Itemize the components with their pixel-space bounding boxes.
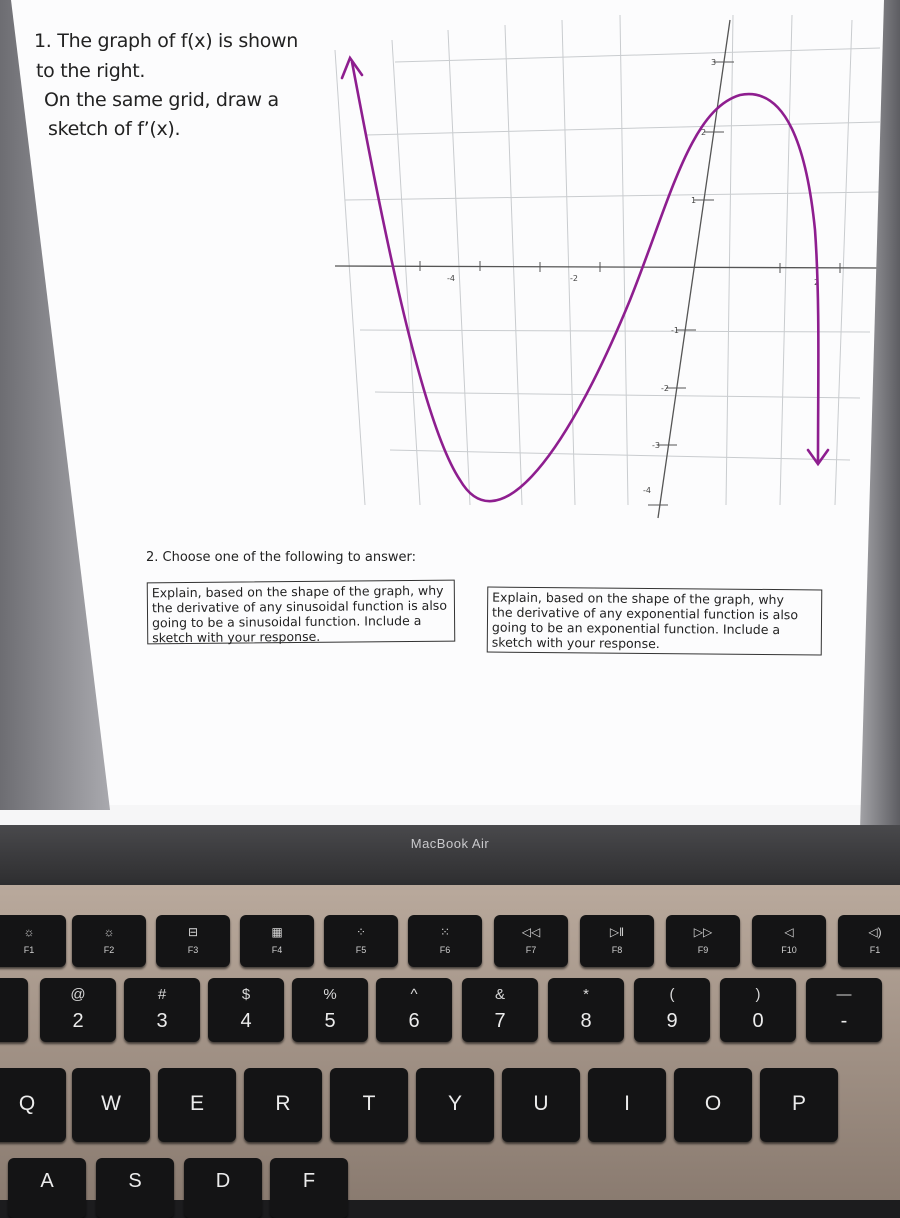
number-key-digit: 5 — [324, 1010, 336, 1032]
function-key-label: F9 — [697, 945, 709, 955]
letter-key-label: F — [302, 1170, 316, 1192]
fast-forward-icon: ▷▷ — [693, 925, 713, 939]
letter-key-y[interactable] — [416, 1068, 494, 1142]
function-key-f1[interactable] — [838, 915, 900, 967]
function-key-label: F6 — [439, 945, 451, 955]
question-1-line-4: sketch of f’(x). — [48, 118, 181, 140]
number-key-symbol: — — [836, 986, 852, 1003]
function-key-f9[interactable] — [666, 915, 740, 967]
number-key-0[interactable] — [0, 978, 28, 1042]
number-key-4[interactable] — [292, 978, 368, 1042]
option-right-line-2: the derivative of any exponential function is also — [492, 604, 799, 623]
function-key-label: F5 — [355, 945, 367, 955]
number-key-6[interactable] — [462, 978, 538, 1042]
x-tick-minus-4: -4 — [447, 274, 455, 283]
rewind-icon: ◁◁ — [521, 925, 541, 939]
number-key-5[interactable] — [376, 978, 452, 1042]
y-axis-ticks — [648, 62, 734, 505]
letter-key-label: Y — [447, 1092, 462, 1115]
volume-down-icon: ◁) — [868, 925, 882, 939]
option-left-box — [147, 580, 456, 645]
x-tick-2: 2 — [814, 278, 820, 287]
number-key-digit: 2 — [72, 1010, 84, 1032]
x-tick-minus-2: -2 — [570, 274, 578, 283]
letter-key-e[interactable] — [158, 1068, 236, 1142]
number-key-digit: 0 — [752, 1010, 764, 1032]
function-key-f3[interactable] — [156, 915, 230, 967]
number-key-symbol: @ — [70, 986, 86, 1003]
letter-key-label: P — [791, 1092, 806, 1115]
sun-high-icon: ☼ — [103, 925, 115, 939]
y-tick-2: 2 — [701, 128, 707, 137]
launchpad-icon: ▦ — [271, 925, 283, 939]
letter-key-a[interactable] — [8, 1158, 86, 1218]
function-key-label: F1 — [869, 945, 881, 955]
number-key-symbol: ) — [755, 986, 761, 1003]
question-1-line-2: to the right. — [36, 60, 146, 82]
letter-key-s[interactable] — [96, 1158, 174, 1218]
letter-key-o[interactable] — [674, 1068, 752, 1142]
number-key-digit: 7 — [494, 1010, 506, 1032]
letter-key-f[interactable] — [270, 1158, 348, 1218]
letter-key-label: I — [624, 1092, 630, 1115]
y-tick-minus-3: -3 — [652, 441, 660, 450]
function-key-label: F4 — [271, 945, 283, 955]
number-key-digit: - — [840, 1010, 848, 1032]
mute-icon: ◁ — [784, 925, 794, 939]
letter-key-label: Q — [18, 1092, 36, 1115]
function-key-f7[interactable] — [494, 915, 568, 967]
number-key-symbol — [0, 986, 28, 1003]
number-key-7[interactable] — [548, 978, 624, 1042]
option-left-line-3: going to be a sinusoidal function. Include a — [152, 612, 422, 631]
letter-key-t[interactable] — [330, 1068, 408, 1142]
number-key-symbol: # — [157, 986, 167, 1003]
letter-key-u[interactable] — [502, 1068, 580, 1142]
number-key-symbol: ^ — [410, 986, 418, 1003]
number-key-3[interactable] — [208, 978, 284, 1042]
letter-key-label: T — [362, 1092, 376, 1115]
keyboard-light-low-icon: ⁘ — [355, 925, 367, 939]
number-key-digit: 9 — [666, 1010, 678, 1032]
letter-key-q[interactable] — [0, 1068, 66, 1142]
number-key-10[interactable] — [806, 978, 882, 1042]
number-key-8[interactable] — [634, 978, 710, 1042]
option-right-line-1: Explain, based on the shape of the graph, why — [492, 589, 784, 608]
function-key-f5[interactable] — [324, 915, 398, 967]
option-left-line-1: Explain, based on the shape of the graph, why — [151, 582, 444, 601]
option-right-line-4: sketch with your response. — [491, 634, 660, 652]
function-key-label: F8 — [611, 945, 623, 955]
function-key-label: F7 — [525, 945, 537, 955]
number-key-symbol: % — [323, 986, 337, 1003]
function-key-f8[interactable] — [580, 915, 654, 967]
letter-key-i[interactable] — [588, 1068, 666, 1142]
laptop-bezel-chin — [0, 825, 900, 885]
letter-key-label: U — [533, 1092, 549, 1115]
y-tick-minus-1: -1 — [671, 326, 679, 335]
keyboard-light-high-icon: ⁙ — [439, 925, 451, 939]
number-key-symbol: $ — [241, 986, 251, 1003]
number-key-digit: 8 — [580, 1010, 592, 1032]
question-1-line-1: 1. The graph of f(x) is shown — [34, 30, 299, 52]
letter-key-label: D — [215, 1170, 231, 1192]
graph-grid — [335, 15, 880, 505]
function-key-label: F1 — [23, 945, 35, 955]
function-key-f4[interactable] — [240, 915, 314, 967]
number-key-1[interactable] — [40, 978, 116, 1042]
question-1-line-3: On the same grid, draw a — [44, 89, 279, 111]
option-left-line-4: sketch with your response. — [152, 628, 321, 646]
function-key-f6[interactable] — [408, 915, 482, 967]
number-key-symbol: & — [494, 986, 505, 1003]
letter-key-label: A — [40, 1170, 54, 1192]
number-key-9[interactable] — [720, 978, 796, 1042]
function-key-label: F3 — [187, 945, 199, 955]
laptop-brand-label: MacBook Air — [410, 836, 490, 851]
letter-key-r[interactable] — [244, 1068, 322, 1142]
letter-key-label: S — [128, 1170, 142, 1192]
y-tick-1: 1 — [691, 196, 697, 205]
option-right-box — [487, 587, 823, 656]
function-key-f2[interactable] — [72, 915, 146, 967]
number-key-digit: 4 — [240, 1010, 252, 1032]
function-key-label: F10 — [781, 945, 797, 955]
letter-key-d[interactable] — [184, 1158, 262, 1218]
letter-key-label: E — [189, 1092, 204, 1115]
letter-key-label: O — [704, 1092, 722, 1115]
function-graph — [0, 0, 900, 560]
letter-key-p[interactable] — [760, 1068, 838, 1142]
function-key-label: F2 — [103, 945, 115, 955]
number-key-digit: 6 — [408, 1010, 420, 1032]
y-tick-minus-4: -4 — [643, 486, 651, 495]
number-key-2[interactable] — [124, 978, 200, 1042]
function-key-f1[interactable] — [0, 915, 66, 967]
letter-key-label: W — [101, 1092, 121, 1115]
y-tick-minus-2: -2 — [661, 384, 669, 393]
y-tick-3: 3 — [711, 58, 717, 67]
letter-key-w[interactable] — [72, 1068, 150, 1142]
number-key-digit — [0, 1010, 28, 1033]
function-key-f10[interactable] — [752, 915, 826, 967]
play-pause-icon: ▷‖ — [609, 925, 625, 939]
question-2-heading: 2. Choose one of the following to answer: — [146, 550, 416, 565]
option-left-line-2: the derivative of any sinusoidal function is also — [151, 597, 447, 616]
number-key-symbol: ( — [669, 986, 675, 1003]
mission-control-icon: ⊟ — [187, 925, 199, 939]
letter-key-label: R — [275, 1092, 291, 1115]
number-key-symbol: * — [583, 986, 589, 1003]
f-of-x-curve — [352, 62, 818, 501]
option-right-line-3: going to be an exponential function. Include a — [491, 619, 781, 638]
number-key-digit: 3 — [156, 1010, 168, 1032]
sun-low-icon: ☼ — [23, 925, 35, 939]
